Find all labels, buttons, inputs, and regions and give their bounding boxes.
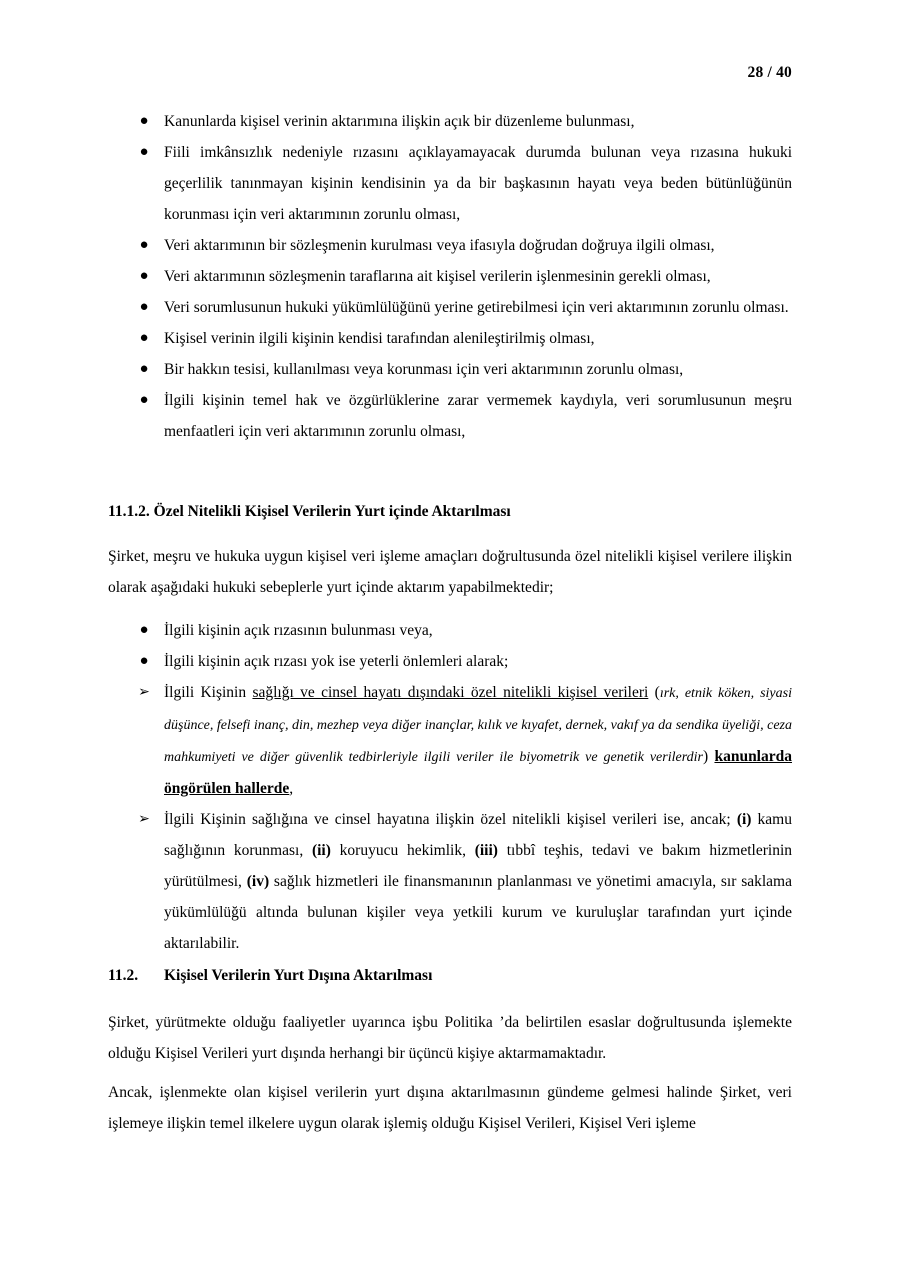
special-data-basis-list (108, 615, 792, 959)
paragraph-domestic-transfer: Şirket, meşru ve hukuka uygun kişisel veri işleme amaçları doğrultusunda özel nitelikli kişisel verilere ilişkin olarak aşağıdaki hukuki sebeplerle yurt içinde aktarım yapabilmektedir; (108, 548, 792, 596)
bold-underlined-phrase: kanunlarda öngörülen hallerde (164, 748, 792, 797)
arrow-bullet-icon: ➢ (138, 812, 150, 827)
paragraph-abroad-conditions: Ancak, işlenmekte olan kişisel verilerin yurt dışına aktarılmasının gündeme gelmesi halinde Şirket, veri işlemeye ilişkin temel ilkelere uygun olarak işlemiş olduğu Kişisel Verileri, Kişisel Veri işleme (108, 1084, 792, 1132)
list-item: ● İlgili kişinin açık rızası yok ise yeterli önlemleri alarak; (108, 646, 792, 677)
bullet-dot-icon: ● (139, 653, 149, 669)
list-item: ● İlgili kişinin açık rızasının bulunması veya, (108, 615, 792, 646)
list-item: ● Kanunlarda kişisel verinin aktarımına ilişkin açık bir düzenleme bulunması, (108, 106, 792, 137)
bullet-dot-icon: ● (139, 268, 149, 284)
legal-basis-list (108, 106, 792, 447)
enum-marker: (iii) (474, 842, 498, 859)
enum-marker: (ii) (311, 842, 331, 859)
list-item: ● Veri aktarımının bir sözleşmenin kurulması veya ifasıyla doğrudan doğruya ilgili olması, (108, 230, 792, 261)
bullet-dot-icon: ● (139, 330, 149, 346)
italic-clarification: ırk, etnik köken, siyasi düşünce, felsefi inanç, din, mezhep veya diğer inançlar, kılık ve kıyafet, dernek, vakıf ya da sendika üyeliği, ceza mahkumiyeti ve diğer güvenlik tedbirleriyle ilgili veriler ile biyometrik ve genetik verilerdir (164, 686, 792, 765)
bullet-dot-icon: ● (139, 392, 149, 408)
list-item: ➢ İlgili Kişinin sağlığı ve cinsel hayatı dışındaki özel nitelikli kişisel verileri (ırk, etnik köken, siyasi düşünce, felsefi inanç, din, mezhep veya diğer inançlar, kılık ve kıyafet, dernek, vakıf ya da sendika üyeliği, ceza mahkumiyeti ve diğer güvenlik tedbirleriyle ilgili veriler ile biyometrik ve genetik verilerdir) kanunlarda öngörülen hallerde, (108, 677, 792, 804)
section-heading-abroad (108, 967, 432, 985)
enum-marker: (i) (736, 811, 752, 828)
list-item: ● Kişisel verinin ilgili kişinin kendisi tarafından alenileştirilmiş olması, (108, 323, 792, 354)
list-item: ● Veri aktarımının sözleşmenin taraflarına ait kişisel verilerin işlenmesinin gerekli olması, (108, 261, 792, 292)
bullet-dot-icon: ● (139, 361, 149, 377)
bullet-dot-icon: ● (139, 144, 149, 160)
section-number: 11.2. (108, 967, 139, 984)
section-title: Kişisel Verilerin Yurt Dışına Aktarılması (164, 967, 433, 984)
paragraph-abroad-transfer: Şirket, yürütmekte olduğu faaliyetler uyarınca işbu Politika ’da belirtilen esaslar doğrultusunda işlemekte olduğu Kişisel Verileri yurt dışında herhangi bir üçüncü kişiye aktarmamaktadır. (108, 1014, 792, 1062)
list-item: ➢ İlgili Kişinin sağlığına ve cinsel hayatına ilişkin özel nitelikli kişisel verileri ise, ancak; (i) kamu sağlığının korunması, (ii) koruyucu hekimlik, (iii) tıbbî teşhis, tedavi ve bakım hizmetlerinin yürütülmesi, (iv) sağlık hizmetleri ile finansmanının planlanması ve yönetimi amacıyla, sır saklama yükümlülüğü altında bulunan kişiler veya yetkili kurum ve kuruluşlar tarafından yurt içinde aktarılabilir. (108, 804, 792, 959)
list-item: ● Fiili imkânsızlık nedeniyle rızasını açıklayamayacak durumda bulunan veya rızasına hukuki geçerlilik tanınmayan kişinin kendisinin ya da bir başkasının hayatı veya beden bütünlüğünün korunması için veri aktarımının zorunlu olması, (108, 137, 792, 230)
bullet-dot-icon: ● (139, 237, 149, 253)
section-heading-domestic-special: 11.1.2. Özel Nitelikli Kişisel Verilerin Yurt içinde Aktarılması (108, 503, 511, 520)
bullet-dot-icon: ● (139, 622, 149, 638)
bullet-dot-icon: ● (139, 113, 149, 129)
enum-marker: (iv) (246, 873, 270, 890)
list-item: ● İlgili kişinin temel hak ve özgürlüklerine zarar vermemek kaydıyla, veri sorumlusunun meşru menfaatleri için veri aktarımının zorunlu olması, (108, 385, 792, 447)
list-item: ● Bir hakkın tesisi, kullanılması veya korunması için veri aktarımının zorunlu olması, (108, 354, 792, 385)
bullet-dot-icon: ● (139, 299, 149, 315)
arrow-bullet-icon: ➢ (138, 685, 150, 700)
underlined-phrase: sağlığı ve cinsel hayatı dışındaki özel nitelikli kişisel verileri (252, 684, 649, 701)
list-item: ● Veri sorumlusunun hukuki yükümlülüğünü yerine getirebilmesi için veri aktarımının zorunlu olması. (108, 292, 792, 323)
page-number: 28 / 40 (747, 64, 792, 81)
